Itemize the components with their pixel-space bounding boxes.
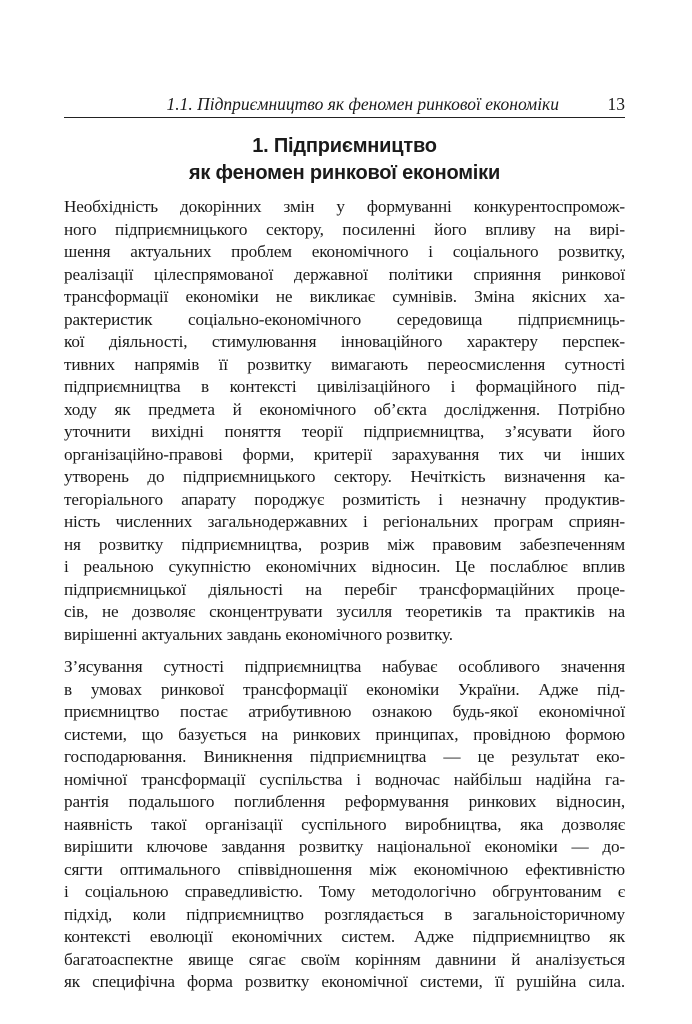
body-text xyxy=(64,196,625,994)
text-line: номічної трансформації суспільства і водночас найбільш надійна га- xyxy=(64,769,625,789)
text-line: реалізації цілеспрямованої державної політики сприяння ринкової xyxy=(64,264,625,284)
text-line: господарювання. Виникнення підприємництва — це результат еко- xyxy=(64,747,625,766)
text-line: багатоаспектне явище сягає своїм корінням давнини й аналізується xyxy=(64,949,625,969)
text-line: тивних напрямів її розвитку вимагають переосмислення сутності xyxy=(64,354,625,374)
text-line: трансформації економіки не викликає сумнівів. Зміна якісних ха- xyxy=(64,287,625,306)
text-line: З’ясування сутності підприємництва набуває особливого значення xyxy=(64,657,625,676)
text-line: наявність такої організації суспільного виробництва, яка дозволяє xyxy=(64,814,625,834)
text-line: утворень до підприємницького сектору. Нечіткість визначення ка- xyxy=(64,467,625,486)
chapter-title-line-1: 1. Підприємництво xyxy=(252,135,437,157)
text-line: тегоріального апарату породжує розмитість і незначну продуктив- xyxy=(64,489,625,509)
text-line: шення актуальних проблем економічного і соціального розвитку, xyxy=(64,242,625,261)
text-line: і соціальною справедливістю. Тому методологічно обгрунтованим є xyxy=(64,882,625,901)
text-line: як специфічна форма розвитку економічної системи, її рушійна сила. xyxy=(64,972,625,991)
text-line: вирішити ключове завдання розвитку національної економіки — до- xyxy=(64,837,625,856)
text-line: контексті еволюції економічних систем. Адже підприємництво як xyxy=(64,927,625,946)
chapter-title-line-2: як феномен ринкової економіки xyxy=(188,162,501,184)
chapter-title xyxy=(64,133,625,187)
text-line: підхід, коли підприємництво розглядається в загальноісторичному xyxy=(64,904,625,924)
text-line: вирішенні актуальних завдань економічного розвитку. xyxy=(64,624,453,644)
text-line: рантія подальшого поглиблення реформування ринкових відносин, xyxy=(64,792,625,811)
text-line: ня розвитку підприємництва, розрив між правовим забезпеченням xyxy=(64,534,625,554)
text-line: ходу як предмета й економічного об’єкта дослідження. Потрібно xyxy=(64,399,625,419)
text-line: підприємництва в контексті цивілізаційного і формаційного під- xyxy=(64,377,625,396)
text-line: кої діяльності, стимулювання інноваційного характеру перспек- xyxy=(64,332,625,351)
text-line: уточнити вихідні поняття теорії підприємництва, з’ясувати його xyxy=(64,422,625,441)
text-line: ного підприємницького сектору, посиленні його впливу на вирі- xyxy=(64,219,625,239)
paragraph-1 xyxy=(64,196,625,646)
text-line: системи, що базується на ринкових принципах, провідною формою xyxy=(64,724,625,744)
text-line: рактеристик соціально-економічного середовища підприємниць- xyxy=(64,309,625,329)
running-head: 1.1. Підприємництво як феномен ринкової економіки xyxy=(166,94,559,114)
paragraph-2 xyxy=(64,656,625,994)
text-line: Необхідність докорінних змін у формуванні конкурентоспромож- xyxy=(64,197,625,216)
text-line: сів, не дозволяє сконцентрувати зусилля теоретиків та практиків на xyxy=(64,602,625,621)
text-line: приємництво постає атрибутивною ознакою будь-якої економічної xyxy=(64,702,625,721)
page-header xyxy=(64,93,625,118)
text-line: сягти оптимального співвідношення між економічною ефективністю xyxy=(64,859,625,879)
text-line: ність численних загальнодержавних і регіональних програм сприян- xyxy=(64,512,625,531)
page-number: 13 xyxy=(607,94,625,114)
text-line: організаційно-правові форми, критерії зарахування тих чи інших xyxy=(64,444,625,464)
text-line: і реальною сукупністю економічних відносин. Це послаблює вплив xyxy=(64,557,625,576)
text-line: в умовах ринкової трансформації економіки України. Адже під- xyxy=(64,679,625,699)
text-line: підприємницької діяльності на перебіг трансформаційних проце- xyxy=(64,579,625,599)
